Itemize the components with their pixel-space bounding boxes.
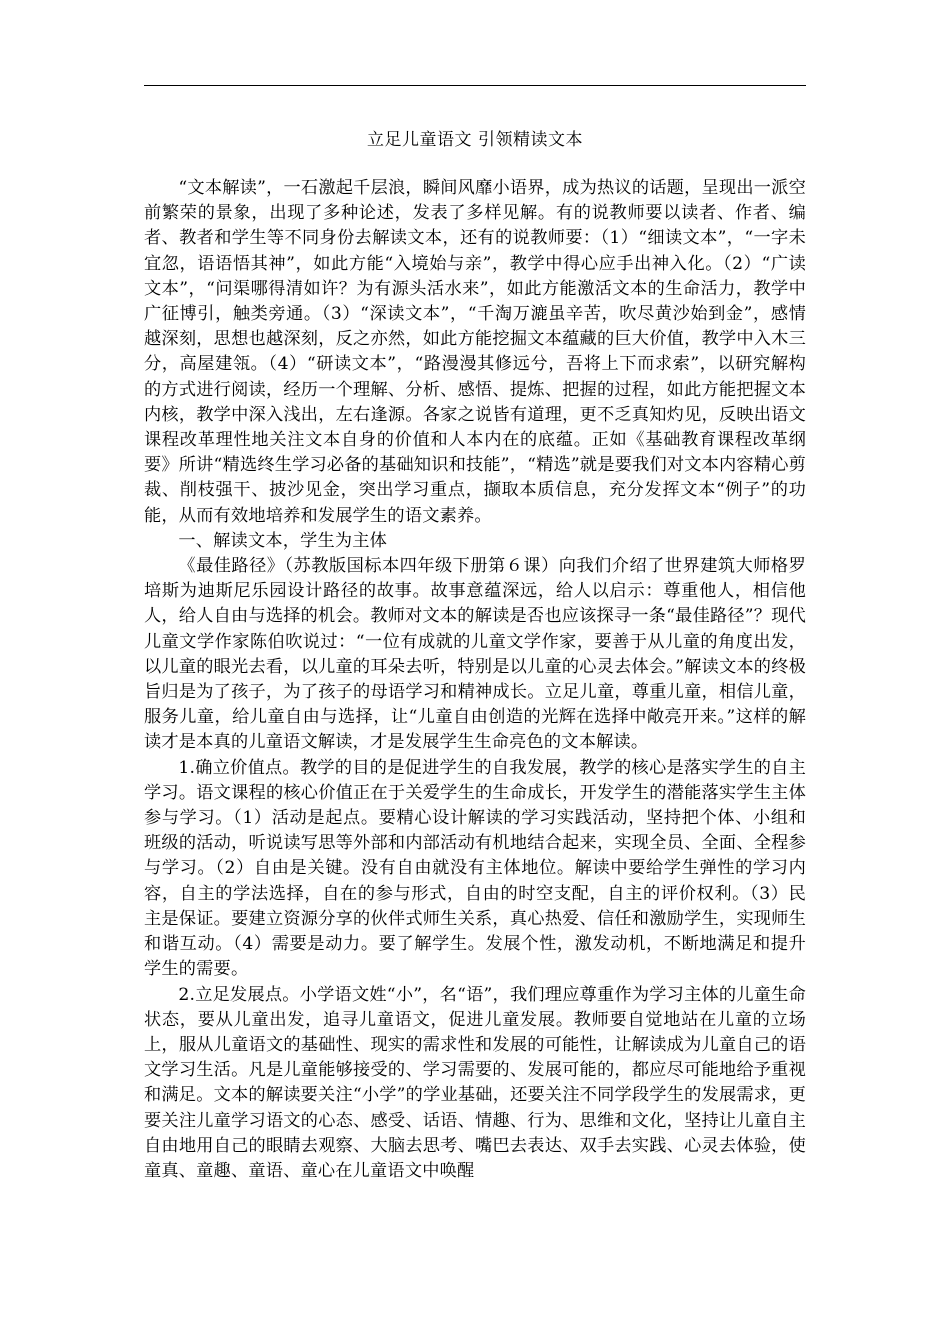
intro-paragraph: “文本解读”，一石激起千层浪，瞬间风靡小语界，成为热议的话题，呈现出一派空前繁荣的景象，出现了多种论述，发表了多样见解。有的说教师要以读者、作者、编者、教者和学生等不同身份去解读文本，还有的说教师要：（1）“细读文本”，“一字未宜忽，语语悟其神”，如此方能“入境始与亲”，教学中得心应手出神入化。（2）“广读文本”，“问渠哪得清如许？为有源头活水来”，如此方能激活文本的生命活力，教学中广征博引，触类旁通。（3）“深读文本”，“千淘万漉虽辛苦，吹尽黄沙始到金”，感情越深刻，思想也越深刻，反之亦然，如此方能挖掘文本蕴藏的巨大价值，教学中入木三分，高屋建瓴。（4）“研读文本”，“路漫漫其修远兮，吾将上下而求索”，以研究解构的方式进行阅读，经历一个理解、分析、感悟、提炼、把握的过程，如此方能把握文本内核，教学中深入浅出，左右逢源。各家之说皆有道理，更不乏真知灼见，反映出语文课程改革理性地关注文本自身的价值和人本内在的底蕴。正如《基础教育课程改革纲要》所讲“精选终生学习必备的基础知识和技能”，“精选”就是要我们对文本内容精心剪裁、削枝强干、披沙见金，突出学习重点，撷取本质信息，充分发挥文本“例子”的功能，从而有效地培养和发展学生的语文素养。: [144, 178, 806, 526]
document-title: 立足儿童语文 引领精读文本: [367, 130, 583, 150]
document-body: [144, 176, 806, 1184]
point-1-paragraph: 1.确立价值点。教学的目的是促进学生的自我发展，教学的核心是落实学生的自主学习。语文课程的核心价值正在于关爱学生的生命成长，开发学生的潜能落实学生主体参与学习。（1）活动是起点。要精心设计解读的学习实践活动，坚持把个体、小组和班级的活动，听说读写思等外部和内部活动有机地结合起来，实现全员、全面、全程参与学习。（2）自由是关键。没有自由就没有主体地位。解读中要给学生弹性的学习内容，自主的学法选择，自在的参与形式，自由的时空支配，自主的评价权利。（3）民主是保证。要建立资源分享的伙伴式师生关系，真心热爱、信任和激励学生，实现师生和谐互动。（4）需要是动力。要了解学生。发展个性，激发动机，不断地满足和提升学生的需要。: [144, 757, 806, 980]
section-heading-1: 一、解读文本，学生为主体: [178, 530, 388, 551]
header-rule: [144, 85, 806, 86]
section-1-paragraph: 《最佳路径》（苏教版国标本四年级下册第６课）向我们介绍了世界建筑大师格罗培斯为迪斯尼乐园设计路径的故事。故事意蕴深远，给人以启示：尊重他人，相信他人，给人自由与选择的机会。教师对文本的解读是否也应该探寻一条“最佳路径”？现代儿童文学作家陈伯吹说过：“一位有成就的儿童文学作家，要善于从儿童的角度出发，以儿童的眼光去看，以儿童的耳朵去听，特别是以儿童的心灵去体会。”解读文本的终极旨归是为了孩子，为了孩子的母语学习和精神成长。立足儿童，尊重儿童，相信儿童，服务儿童，给儿童自由与选择，让“儿童自由创造的光辉在选择中敞亮开来。”这样的解读才是本真的儿童语文解读，才是发展学生生命亮色的文本解读。: [144, 556, 806, 753]
point-2-paragraph: 2.立足发展点。小学语文姓“小”，名“语”，我们理应尊重作为学习主体的儿童生命状态，要从儿童出发，追寻儿童语文，促进儿童发展。教师要自觉地站在儿童的立场上，服从儿童语文的基础性、现实的需求性和发展的可能性，让解读成为儿童自己的语文学习生活。凡是儿童能够接受的、学习需要的、发展可能的，都应尽可能地给予重视和满足。文本的解读要关注“小学”的学业基础，还要关注不同学段学生的发展需求，更要关注儿童学习语文的心态、感受、话语、情趣、行为、思维和文化，坚持让儿童自主自由地用自己的眼睛去观察、大脑去思考、嘴巴去表达、双手去实践、心灵去体验，使童真、童趣、童语、童心在儿童语文中唤醒: [144, 984, 806, 1181]
